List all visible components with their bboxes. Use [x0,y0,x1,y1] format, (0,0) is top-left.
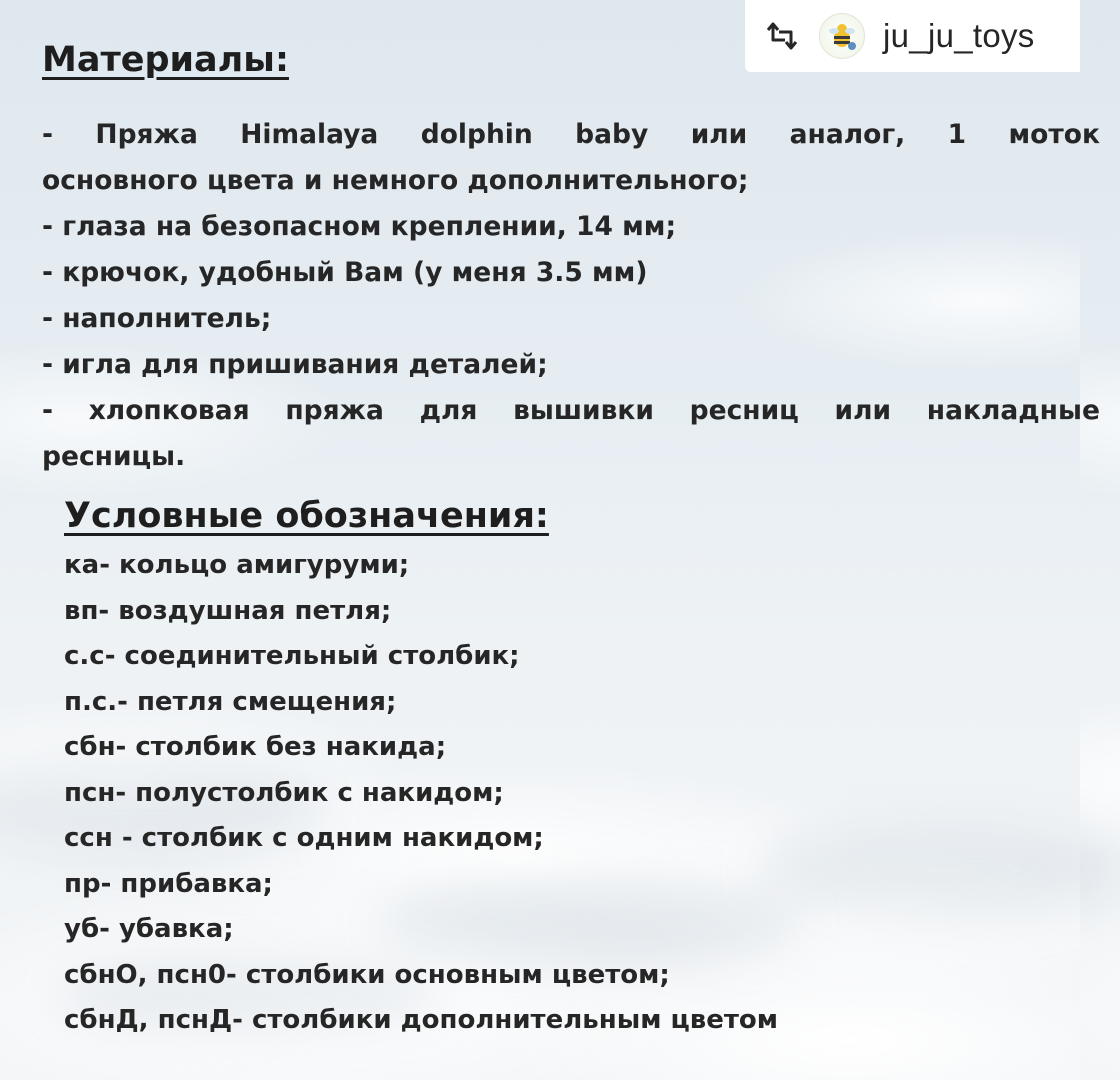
legend-item: сбнО, псн0- столбики основным цветом; [64,959,670,990]
word: - [42,395,53,426]
legend-item: ка- кольцо амигуруми; [64,550,410,580]
word: накладные [926,395,1100,426]
materials-line: - крючок, удобный Вам (у меня 3.5 мм) [42,257,648,288]
materials-line: ресницы. [42,441,186,472]
word: для [419,395,478,426]
word: моток [1008,119,1100,150]
legend-item: псн- полустолбик с накидом; [64,777,504,808]
materials-line: - игла для пришивания деталей; [42,349,548,380]
word: хлопковая [88,395,250,426]
legend-item: сбнД, пснД- столбики дополнительным цветом [64,1005,779,1035]
legend-item: с.с- соединительный столбик; [64,641,520,671]
word: baby [575,119,649,150]
materials-line-lashes [42,388,1100,434]
word: - [42,119,53,150]
legend-list [64,543,778,1044]
legend-item: уб- убавка; [64,914,234,944]
materials-line-yarn [42,112,1100,158]
word: dolphin [420,119,533,150]
bee-icon [824,18,860,54]
word: аналог, [789,119,906,150]
legend-item: ссн - столбик с одним накидом; [64,823,544,853]
legend-item: вп- воздушная петля; [64,595,392,626]
word: или [834,395,892,426]
materials-line: - глаза на безопасном креплении, 14 мм; [42,211,677,242]
word: пряжа [285,395,384,426]
word: 1 [947,119,967,150]
cloud-shade [760,820,1120,920]
legend-item: пр- прибавка; [64,868,273,899]
word: или [690,119,748,150]
materials-list [42,112,1102,480]
materials-title: Материалы: [42,40,289,80]
legend-title: Условные обозначения: [64,496,549,536]
word: ресниц [689,395,799,426]
word: вышивки [513,395,654,426]
legend-item: сбн- столбик без накида; [64,732,447,762]
repost-username[interactable]: ju_ju_toys [883,17,1035,54]
word: Пряжа [95,119,198,150]
legend-item: п.с.- петля смещения; [64,686,397,717]
materials-line: - наполнитель; [42,303,272,334]
repost-icon[interactable] [765,22,799,50]
bee-avatar-icon[interactable] [819,13,865,59]
repost-badge[interactable] [745,0,1080,72]
materials-line: основного цвета и немного дополнительного; [42,165,749,196]
word: Himalaya [240,119,379,150]
